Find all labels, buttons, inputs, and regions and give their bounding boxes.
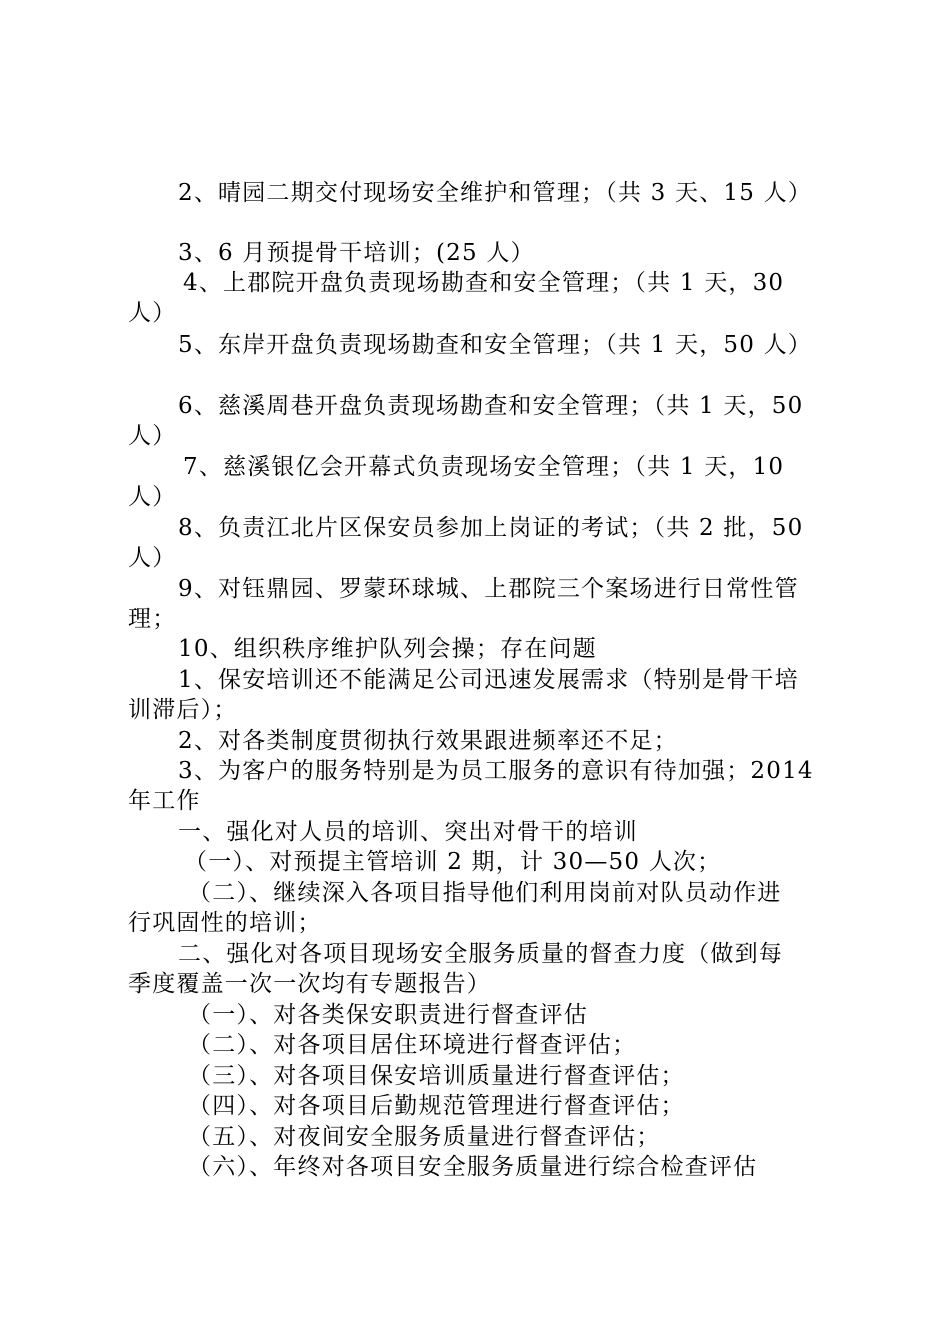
text-line: 季度覆盖一次一次均有专题报告） — [128, 971, 491, 997]
text-line: 训滞后）； — [128, 697, 238, 723]
text-line: 10、组织秩序维护队列会操；存在问题 — [178, 636, 597, 662]
text-line: 二、强化对各项目现场安全服务质量的督查力度（做到每 — [178, 941, 783, 967]
text-line: 7、慈溪银亿会开幕式负责现场安全管理；（共 1 天，10 — [183, 454, 785, 480]
text-line: （三）、对各项目保安培训质量进行督查评估； — [188, 1063, 685, 1089]
text-line: 一、强化对人员的培训、突出对骨干的培训 — [178, 819, 638, 845]
text-line: 4、上郡院开盘负责现场勘查和安全管理；（共 1 天，30 — [183, 270, 785, 296]
text-line: 人） — [128, 545, 177, 571]
text-line: （一）、对各类保安职责进行督查评估 — [188, 1002, 588, 1028]
text-line: 3、6 月预提骨干培训；(25 人） — [178, 240, 535, 266]
text-line: 1、保安培训还不能满足公司迅速发展需求（特别是骨干培 — [178, 667, 799, 693]
text-line: 3、为客户的服务特别是为员工服务的意识有待加强；2014 — [178, 758, 814, 784]
text-line: （四）、对各项目后勤规范管理进行督查评估； — [188, 1093, 685, 1119]
text-line: （一）、对预提主管培训 2 期，计 30—50 人次； — [184, 849, 722, 875]
text-line: （五）、对夜间安全服务质量进行督查评估； — [188, 1124, 661, 1150]
text-line: 2、晴园二期交付现场安全维护和管理；（共 3 天、15 人） — [178, 180, 812, 206]
text-line: （六）、年终对各项目安全服务质量进行综合检查评估 — [188, 1154, 758, 1180]
text-line: 5、东岸开盘负责现场勘查和安全管理；（共 1 天，50 人） — [178, 332, 812, 358]
text-line: 年工作 — [128, 788, 201, 814]
text-line: 理； — [128, 606, 177, 632]
text-line: 6、慈溪周巷开盘负责现场勘查和安全管理；（共 1 天，50 — [178, 393, 804, 419]
text-line: （二）、继续深入各项目指导他们利用岗前对队员动作进 — [188, 880, 782, 906]
text-line: 行巩固性的培训； — [128, 910, 322, 936]
text-line: 8、负责江北片区保安员参加上岗证的考试；（共 2 批，50 — [178, 515, 804, 541]
text-line: 人） — [128, 484, 177, 510]
text-line: （二）、对各项目居住环境进行督查评估； — [188, 1032, 637, 1058]
text-line: 2、对各类制度贯彻执行效果跟进频率还不足； — [178, 728, 678, 754]
text-line: 9、对钰鼎园、罗蒙环球城、上郡院三个案场进行日常性管 — [178, 576, 799, 602]
text-line: 人） — [128, 300, 177, 326]
text-line: 人） — [128, 423, 177, 449]
